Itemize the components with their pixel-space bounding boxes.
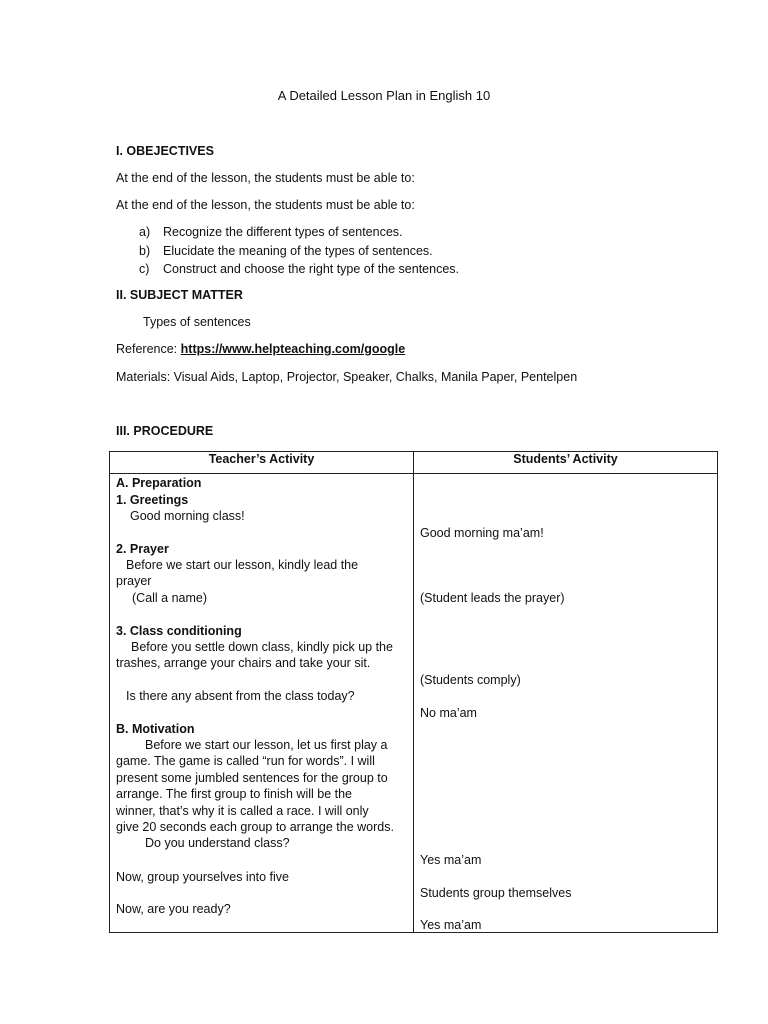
greetings-text: Good morning class! xyxy=(130,509,245,523)
page-title: A Detailed Lesson Plan in English 10 xyxy=(277,88,491,103)
understand-question: Do you understand class? xyxy=(145,836,290,850)
reference-line xyxy=(116,342,405,356)
comply-reply: (Students comply) xyxy=(420,673,521,687)
ready-question: Now, are you ready? xyxy=(116,902,231,916)
table-row xyxy=(110,474,718,933)
objectives-heading: I. OBEJECTIVES xyxy=(116,144,214,158)
students-activity-cell xyxy=(414,474,718,933)
procedure-heading: III. PROCEDURE xyxy=(116,424,214,438)
teacher-activity-cell xyxy=(110,474,414,933)
objective-marker: c) xyxy=(139,262,150,276)
objective-text: Construct and choose the right type of the sentences. xyxy=(163,262,460,276)
motivation-line: arrange. The first group to finish will be the xyxy=(116,787,353,801)
objective-text: Elucidate the meaning of the types of sentences. xyxy=(163,243,433,258)
teacher-activity-header: Teacher’s Activity xyxy=(110,452,414,474)
absent-reply: No ma’am xyxy=(420,706,477,720)
reference-label: Reference: xyxy=(116,342,178,356)
materials-line: Materials: Visual Aids, Laptop, Projector, Speaker, Chalks, Manila Paper, Pentelpen xyxy=(116,370,578,384)
objectives-intro-2: At the end of the lesson, the students must be able to: xyxy=(116,198,415,212)
prayer-reply: (Student leads the prayer) xyxy=(420,591,565,605)
table-header-row xyxy=(110,452,718,474)
reference-link[interactable]: https://www.helpteaching.com/google xyxy=(180,342,406,356)
absent-question: Is there any absent from the class today? xyxy=(126,689,355,703)
subject-matter-heading: II. SUBJECT MATTER xyxy=(116,288,243,302)
objectives-intro-1: At the end of the lesson, the students must be able to: xyxy=(116,171,415,185)
motivation-line: winner, that’s why it is called a race. I will only xyxy=(116,804,369,818)
greetings-heading: 1. Greetings xyxy=(116,493,189,507)
prayer-heading: 2. Prayer xyxy=(116,542,169,556)
objective-marker: b) xyxy=(139,243,151,258)
objective-item xyxy=(139,260,459,279)
ready-reply: Yes ma’am xyxy=(420,918,482,932)
greeting-reply: Good morning ma’am! xyxy=(420,526,544,540)
class-conditioning-heading: 3. Class conditioning xyxy=(116,624,242,638)
class-conditioning-line: trashes, arrange your chairs and take your sit. xyxy=(116,656,371,670)
class-conditioning-line: Before you settle down class, kindly pick up the xyxy=(131,640,393,654)
group-instruction: Now, group yourselves into five xyxy=(116,870,290,884)
students-activity-header: Students’ Activity xyxy=(414,452,718,474)
objective-text: Recognize the different types of sentences. xyxy=(163,225,403,239)
motivation-heading: B. Motivation xyxy=(116,722,195,736)
preparation-heading: A. Preparation xyxy=(116,476,202,490)
prayer-text-line: Before we start our lesson, kindly lead the xyxy=(126,558,359,572)
subject-topic: Types of sentences xyxy=(143,315,251,329)
prayer-text-line: prayer xyxy=(116,574,152,588)
procedure-table xyxy=(109,451,718,933)
objective-item xyxy=(139,242,459,261)
prayer-call: (Call a name) xyxy=(132,591,208,605)
motivation-line: game. The game is called “run for words”. I will xyxy=(116,754,375,768)
objectives-list xyxy=(139,223,459,279)
motivation-line: give 20 seconds each group to arrange the words. xyxy=(116,820,394,834)
motivation-line: Before we start our lesson, let us first play a xyxy=(145,738,388,752)
group-reply: Students group themselves xyxy=(420,886,572,900)
objective-marker: a) xyxy=(139,225,151,239)
understand-reply: Yes ma’am xyxy=(420,853,482,867)
objective-item xyxy=(139,223,459,242)
motivation-line: present some jumbled sentences for the group to xyxy=(116,771,388,785)
